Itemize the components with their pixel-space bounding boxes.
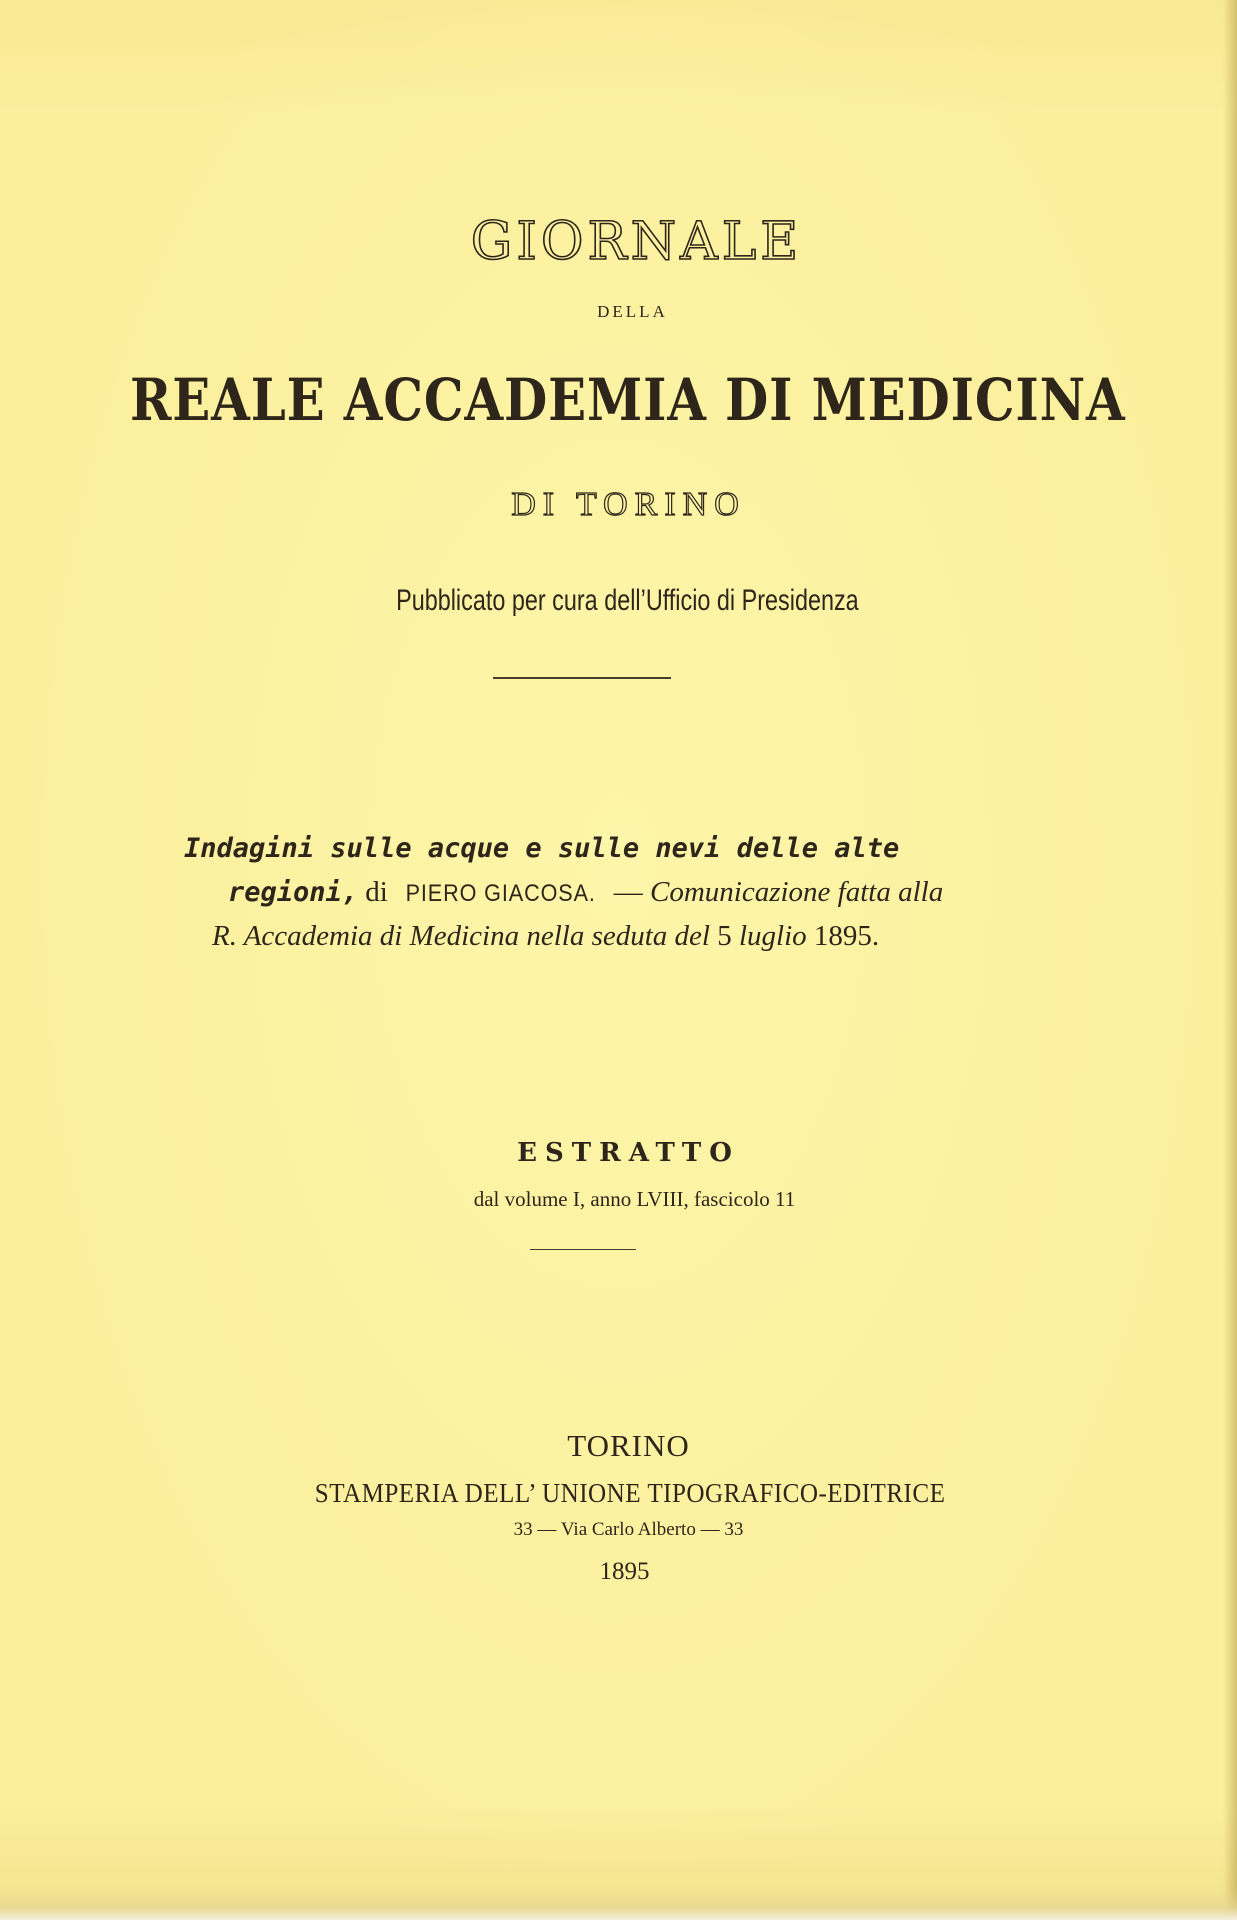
- page-edge-shadow: [1223, 0, 1237, 1920]
- session-note: R. Accademia di Medicina nella seduta del: [212, 920, 710, 952]
- communication-title-line-1: [184, 826, 1014, 871]
- city-subtitle: DI TORINO: [511, 486, 746, 523]
- session-month: luglio: [738, 920, 807, 952]
- journal-title: GIORNALE: [470, 212, 803, 272]
- imprint-year: 1895: [599, 1558, 650, 1585]
- publisher-note: Pubblicato per cura dell’Ufficio di Presidenza: [396, 584, 859, 617]
- communication-note: Comunicazione fatta alla: [650, 876, 944, 908]
- extract-source: dal volume I, anno LVIII, fascicolo 11: [473, 1187, 796, 1211]
- academy-name: REALE ACCADEMIA DI MEDICINA: [129, 366, 1126, 434]
- communication-line-2: [228, 870, 1058, 916]
- session-year: 1895.: [813, 920, 880, 952]
- divider-rule: [493, 677, 671, 679]
- della-label: DELLA: [597, 302, 668, 321]
- dash: —: [613, 876, 643, 908]
- communication-title-end: regioni,: [228, 877, 359, 908]
- imprint-address: 33 — Via Carlo Alberto — 33: [513, 1519, 744, 1540]
- session-day: 5: [717, 920, 732, 952]
- page-bottom-edge: [0, 1890, 1237, 1920]
- communication-title: Indagini sulle acque e sulle nevi delle alte: [184, 833, 900, 864]
- by-label: di: [365, 876, 388, 908]
- imprint-printer: STAMPERIA DELL’ UNIONE TIPOGRAFICO-EDITRICE: [314, 1478, 946, 1508]
- divider-rule-short: [530, 1249, 636, 1250]
- imprint-city: TORINO: [567, 1428, 690, 1463]
- extract-label: ESTRATTO: [517, 1138, 740, 1168]
- author-name: PIERO GIACOSA.: [405, 880, 596, 907]
- communication-line-3: [212, 914, 1042, 958]
